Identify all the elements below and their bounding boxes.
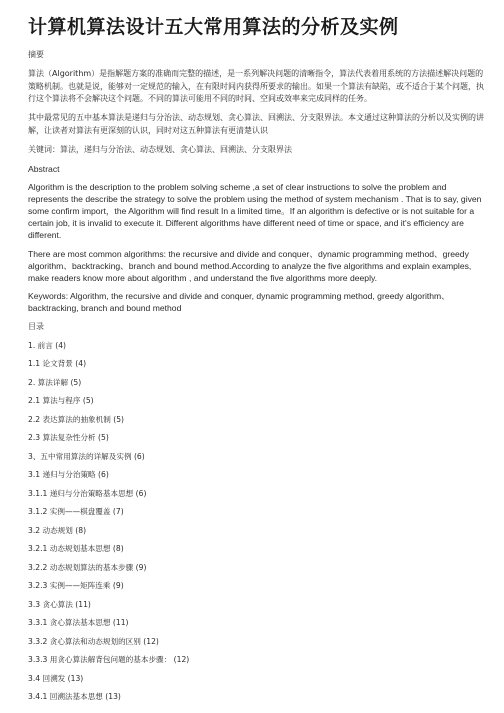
table-of-contents (28, 340, 484, 704)
toc-item: 3.4 回溯发 (13) (28, 673, 84, 683)
abstract-en-paragraph-2: There are most common algorithms: the recursive and divide and conquer、dynamic programming method、greedy algorithm、backtracking、branch and bound method.According to analyze the five algorithms and explain examples, make readers know more about algorithm , and understand the five algorithms more deeply. (28, 248, 472, 283)
toc-item: 1.1 论文背景 (4) (28, 359, 87, 368)
toc-item: 3.2.2 动态规划算法的基本步骤 (9) (28, 562, 147, 572)
toc-heading: 目录 (28, 321, 44, 331)
abstract-cn-paragraph-1: 算法（Algorithm）是指解题方案的准确而完整的描述，是一系列解决问题的清晰指令，算法代表着用系统的方法描述解决问题的策略机制。也就是说，能够对一定规范的输入，在有限时间内获得所要求的输出。如果一个算法有缺陷，或不适合于某个问题，执行这个算法将不会解决这个问题。不同的算法可能用不同的时间、空间或效率来完成同样的任务。 (28, 69, 484, 103)
toc-item: 3.4.1 回溯法基本思想 (13) (28, 692, 121, 701)
abstract-cn-heading: 摘要 (28, 50, 44, 59)
toc-item: 3.1.2 实例——棋盘覆盖 (7) (28, 507, 124, 516)
keywords-cn: 关键词：算法，递归与分治法、动态规划、贪心算法、回溯法、分支限界法 (28, 144, 292, 154)
toc-item: 3.1.1 递归与分治策略基本思想 (6) (28, 488, 147, 498)
page-title: 计算机算法设计五大常用算法的分析及实例 (28, 16, 399, 38)
abstract-cn-paragraph-2: 其中最常见的五中基本算法是递归与分治法、动态规划、贪心算法、回溯法、分支限界法。本文通过这种算法的分析以及实例的讲解，让读者对算法有更深刻的认识，同时对这五种算法有更清楚认识 (28, 113, 484, 135)
toc-item: 3.2.3 实例——矩阵连乘 (9) (28, 581, 124, 590)
toc-item: 2.1 算法与程序 (5) (28, 396, 94, 405)
toc-item: 2.2 表达算法的抽象机制 (5) (28, 414, 125, 424)
toc-item: 3.1 递归与分治策略 (6) (28, 470, 109, 479)
toc-item: 3.3 贪心算法 (11) (28, 599, 91, 609)
abstract-en-paragraph-1: Algorithm is the description to the problem solving scheme ,a set of clear instructions to solve the problem and represents the describe the strategy to solve the problem using the method of system mechanism . That is to say, given some confirm import，the Algorithm will find result In a limited time。If an algorithm is defective or is not suitable for a certain job, it is invalid to execute it. Different algorithms have different need of time or space, and it's efficiency are different. (28, 182, 482, 240)
abstract-en-heading: Abstract (28, 163, 60, 174)
toc-item: 2. 算法详解 (5) (28, 377, 82, 387)
toc-item: 3.3.3 用贪心算法解背包问题的基本步骤： (12) (28, 655, 190, 664)
toc-item: 1. 前言 (4) (28, 340, 67, 350)
toc-item: 3.3.2 贪心算法和动态规划的区别 (12) (28, 636, 159, 646)
toc-item: 3、五中常用算法的详解及实例 (6) (28, 451, 145, 461)
toc-item: 3.3.1 贪心算法基本思想 (11) (28, 618, 129, 627)
keywords-en: Keywords: Algorithm, the recursive and divide and conquer, dynamic programming method, greedy algorithm、backtracking, branch and bound method (28, 291, 450, 313)
toc-item: 2.3 算法复杂性分析 (5) (28, 433, 109, 442)
toc-item: 3.2.1 动态规划基本思想 (8) (28, 544, 124, 553)
toc-item: 3.2 动态规划 (8) (28, 525, 87, 535)
